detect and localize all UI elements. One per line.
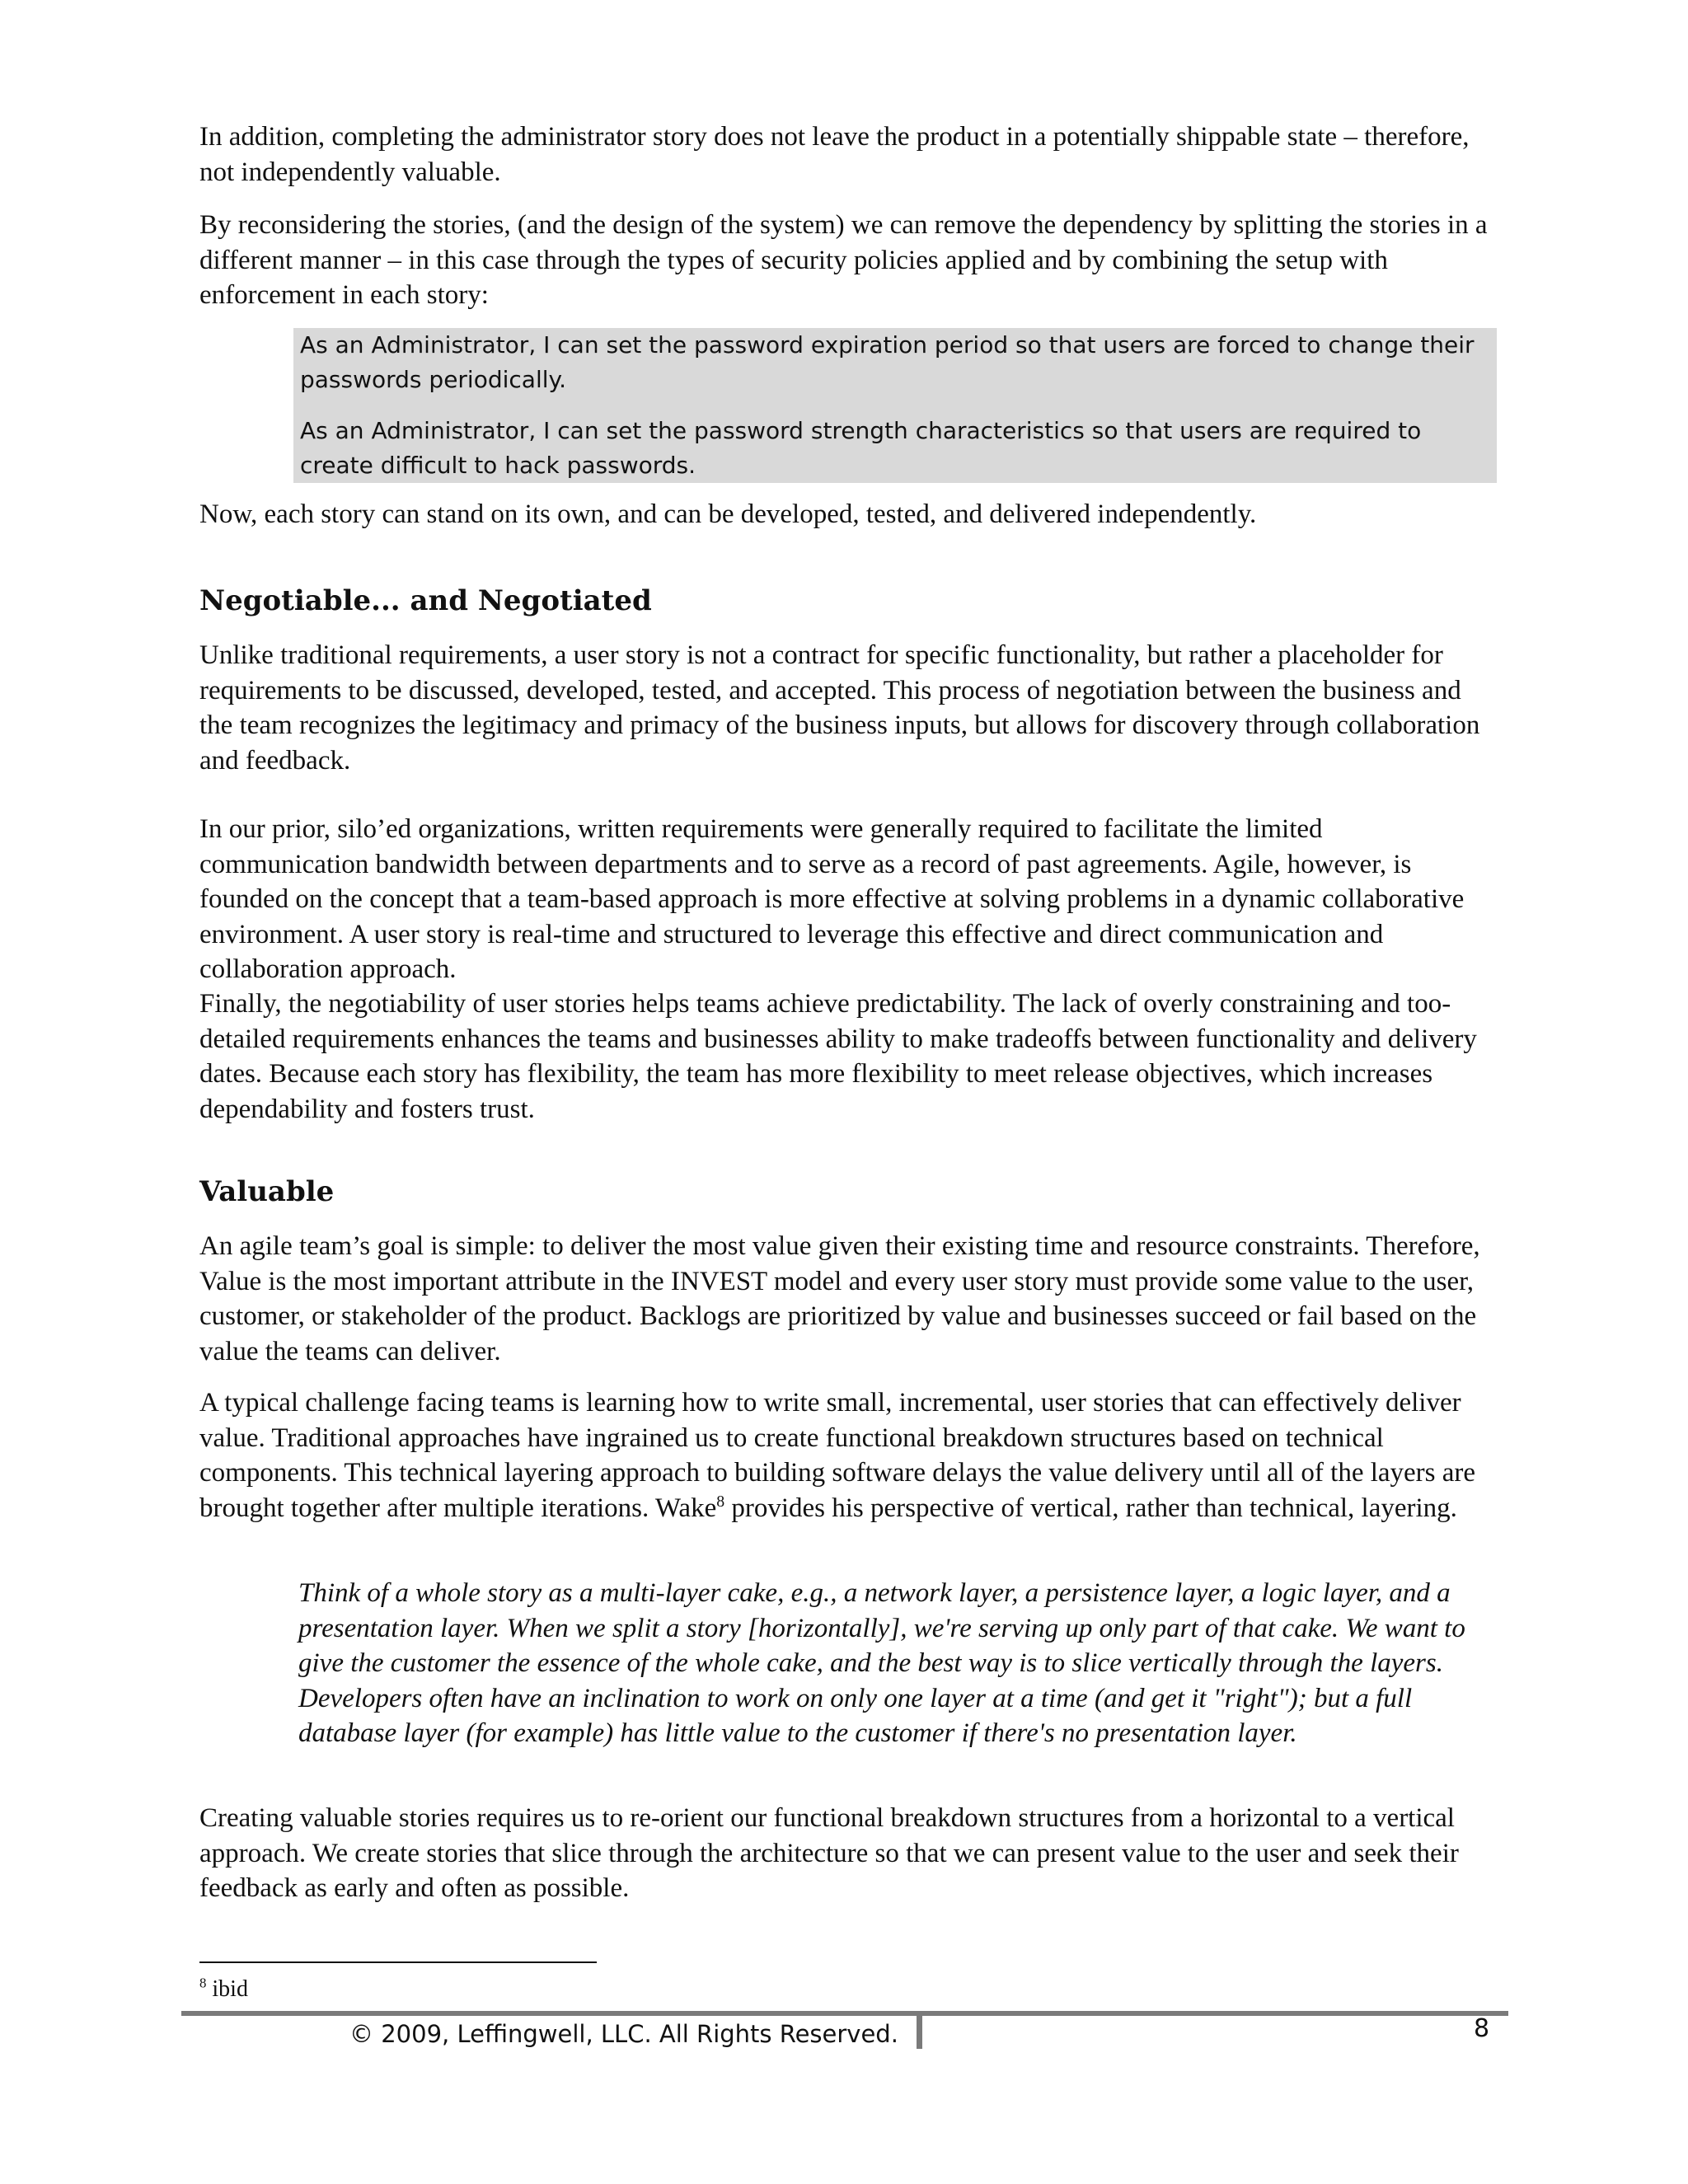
valuable-paragraph-2-tail: provides his perspective of vertical, rather than technical, layering. bbox=[724, 1493, 1457, 1523]
negotiable-paragraph-2: In our prior, silo’ed organizations, written requirements were generally required to facilitate the limited communication bandwidth between departments and to serve as a record of past agreements. Agile, however, is founded on the concept that a team-based approach is more effective at solving problems in a dynamic collaborative environment. A user story is real-time and structured to leverage this effective and direct communication and collaboration approach. bbox=[199, 814, 1465, 984]
heading-valuable: Valuable bbox=[199, 1175, 335, 1208]
footnote-number: 8 bbox=[199, 1975, 207, 1991]
after-code-paragraph: Now, each story can stand on its own, and can be developed, tested, and delivered independently. bbox=[199, 499, 1257, 529]
heading-negotiable: Negotiable... and Negotiated bbox=[199, 584, 652, 617]
footnote-divider bbox=[199, 1961, 597, 1963]
footer-copyright: © 2009, Leffingwell, LLC. All Rights Reserved. bbox=[349, 2020, 898, 2048]
block-quote: Think of a whole story as a multi-layer cake, e.g., a network layer, a persistence layer, a logic layer, and a presentation layer. When we split a story [horizontally], we're serving up only part of that cake. We want to give the customer the essence of the whole cake, and the best way is to slice vertically through the layers. Developers often have an inclination to work on only one layer at a time (and get it "right"); but a full database layer (for example) has little value to the customer if there's no presentation layer. bbox=[298, 1578, 1465, 1748]
valuable-paragraph-3: Creating valuable stories requires us to re-orient our functional breakdown structures from a horizontal to a vertical approach. We create stories that slice through the architecture so that we can present value to the user and seek their feedback as early and often as possible. bbox=[199, 1803, 1459, 1903]
footnote-reference: 8 bbox=[716, 1492, 725, 1511]
valuable-paragraph-2 bbox=[199, 1385, 1493, 1526]
negotiable-paragraph-3: Finally, the negotiability of user stories helps teams achieve predictability. The lack of overly constraining and too-detailed requirements enhances the teams and businesses ability to make tradeoffs between functionality and delivery dates. Because each story has flexibility, the team has more flexibility to meet release objectives, which increases dependability and fosters trust. bbox=[199, 989, 1477, 1124]
footnote bbox=[199, 1976, 248, 2003]
code-story-2: As an Administrator, I can set the password strength characteristics so that users are required to create difficult to hack passwords. bbox=[300, 417, 1422, 479]
valuable-paragraph-1: An agile team’s goal is simple: to deliver the most value given their existing time and resource constraints. Therefore, Value is the most important attribute in the INVEST model and every user story must provide some value to the user, customer, or stakeholder of the product. Backlogs are prioritized by value and businesses succeed or fail based on the value the teams can deliver. bbox=[199, 1231, 1480, 1366]
footnote-text: ibid bbox=[212, 1976, 248, 2002]
negotiable-paragraph-1: Unlike traditional requirements, a user story is not a contract for specific functionality, but rather a placeholder for requirements to be discussed, developed, tested, and accepted. This process of negotiation between the business and the team recognizes the legitimacy and primacy of the business inputs, but allows for discovery through collaboration and feedback. bbox=[199, 640, 1480, 776]
footer-divider bbox=[181, 2011, 1508, 2016]
intro-paragraph-1: In addition, completing the administrator story does not leave the product in a potentially shippable state – therefore, not independently valuable. bbox=[199, 122, 1470, 187]
footer-separator bbox=[917, 2016, 922, 2049]
code-story-1: As an Administrator, I can set the password expiration period so that users are forced to change their passwords periodically. bbox=[300, 331, 1475, 393]
intro-paragraph-2: By reconsidering the stories, (and the design of the system) we can remove the dependency by splitting the stories in a different manner – in this case through the types of security policies applied and by combining the setup with enforcement in each story: bbox=[199, 210, 1488, 310]
valuable-paragraph-2-text: A typical challenge facing teams is learning how to write small, incremental, user stories that can effectively deliver value. Traditional approaches have ingrained us to create functional breakdown structures based on technical components. This technical layering approach to building software delays the value delivery until all of the layers are brought together after multiple iterations. Wake bbox=[199, 1388, 1476, 1523]
page-number: 8 bbox=[1474, 2014, 1490, 2043]
